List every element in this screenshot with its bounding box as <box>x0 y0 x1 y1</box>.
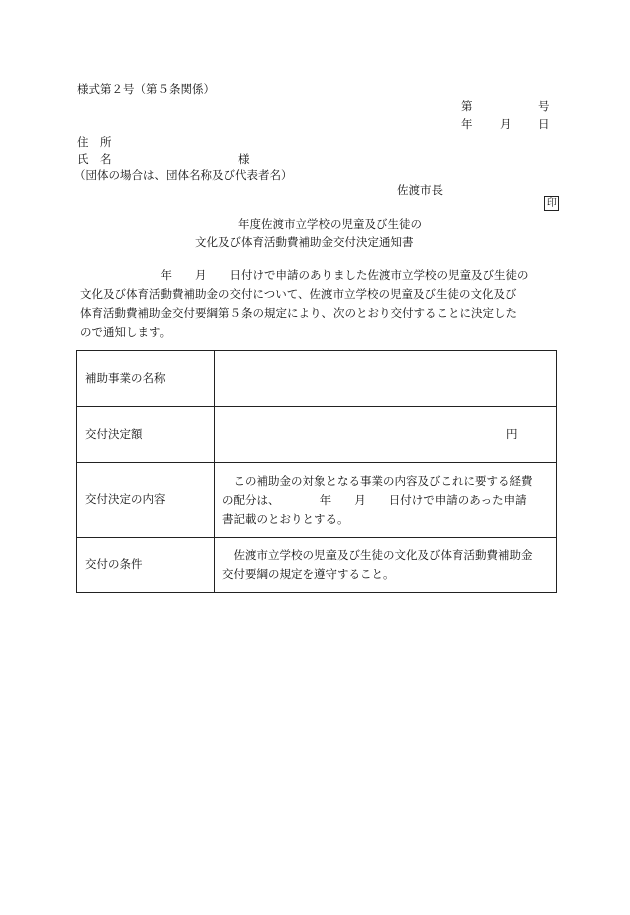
issuer-title: 佐渡市長 <box>397 183 443 197</box>
date-month: 月 <box>500 117 512 131</box>
body-line: 体育活動費補助金交付要綱第５条の規定により、次のとおり交付することに決定した <box>80 306 517 320</box>
decision-amount-value <box>215 407 557 463</box>
row-label-project-name: 補助事業の名称 <box>77 351 215 407</box>
issuer-seal <box>533 184 559 211</box>
row-label-decision-amount: 交付決定額 <box>77 407 215 463</box>
table-row <box>77 351 557 407</box>
notice-body <box>80 266 552 342</box>
cell-line: 交付要綱の規定を遵守すること。 <box>222 567 395 581</box>
cell-line: の配分は、 年 月 日付けで申請のあった申請 <box>222 492 527 507</box>
body-line: ので通知します。 <box>80 325 172 339</box>
title-line-1: 年度佐渡市立学校の児童及び生徒の <box>238 217 422 231</box>
table-row <box>77 538 557 593</box>
date-day: 日 <box>538 117 550 131</box>
row-label-conditions: 交付の条件 <box>77 538 215 593</box>
conditions-value <box>215 538 557 593</box>
doc-number-prefix: 第 <box>461 99 473 113</box>
name-label: 氏 名 <box>77 152 112 166</box>
body-line: 年 月 日付けで申請のありました佐渡市立学校の児童及び生徒の <box>80 268 529 282</box>
form-number: 様式第２号（第５条関係） <box>77 82 215 96</box>
organization-note: （団体の場合は、団体名称及び代表者名） <box>74 168 293 182</box>
grant-decision-table <box>76 350 557 593</box>
seal-mark: 印 <box>544 196 559 211</box>
amount-unit: 円 <box>506 426 518 441</box>
body-line: 文化及び体育活動費補助金の交付について、佐渡市立学校の児童及び生徒の文化及び <box>80 287 517 301</box>
table-row <box>77 407 557 463</box>
doc-number-suffix: 号 <box>538 99 550 113</box>
cell-line: この補助金の対象となる事業の内容及びこれに要する経費 <box>222 473 533 488</box>
row-label-decision-content: 交付決定の内容 <box>77 463 215 538</box>
project-name-value <box>215 351 557 407</box>
title-line-2: 文化及び体育活動費補助金交付決定通知書 <box>195 235 414 249</box>
cell-line: 書記載のとおりとする。 <box>222 511 349 526</box>
table-row <box>77 463 557 538</box>
decision-content-value <box>215 463 557 538</box>
cell-line: 佐渡市立学校の児童及び生徒の文化及び体育活動費補助金 <box>222 548 533 562</box>
date-year: 年 <box>461 117 473 131</box>
address-label: 住 所 <box>77 135 112 149</box>
honorific: 様 <box>238 152 250 166</box>
